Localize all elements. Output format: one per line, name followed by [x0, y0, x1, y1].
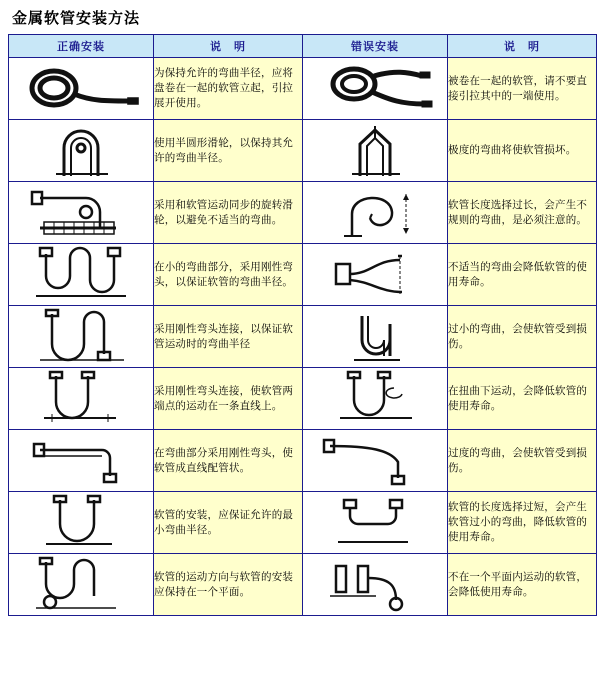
rigid-elbow-straight-line-icon — [9, 368, 154, 430]
header-wrong-desc: 说 明 — [448, 35, 597, 58]
table-body — [9, 58, 597, 616]
synchronized-rotating-pulley-icon — [9, 182, 154, 244]
row-desc: 过小的弯曲，会使软管受到损伤。 — [448, 306, 597, 368]
table-header-row — [9, 35, 597, 58]
header-wrong-install: 错误安装 — [303, 35, 448, 58]
row-desc: 为保持允许的弯曲半径，应将盘卷在一起的软管立起，引拉展开使用。 — [154, 58, 303, 120]
row-desc: 软管的运动方向与软管的安装应保持在一个平面。 — [154, 554, 303, 616]
row-desc: 软管的安装，应保证允许的最小弯曲半径。 — [154, 492, 303, 554]
out-of-plane-movement-icon — [303, 554, 448, 616]
header-correct-desc: 说 明 — [154, 35, 303, 58]
straight-pipe-rigid-elbow-icon — [9, 430, 154, 492]
row-desc: 采用刚性弯头连接，使软管两端点的运动在一条直线上。 — [154, 368, 303, 430]
row-desc: 在小的弯曲部分，采用刚性弯头，以保证软管的弯曲半径。 — [154, 244, 303, 306]
row-desc: 在扭曲下运动，会降低软管的使用寿命。 — [448, 368, 597, 430]
coiled-hose-pulled-icon — [303, 58, 448, 120]
row-desc: 不在一个平面内运动的软管，会降低使用寿命。 — [448, 554, 597, 616]
table-header — [9, 35, 597, 58]
row-desc: 软管的长度选择过短，会产生软管过小的弯曲，降低软管的使用寿命。 — [448, 492, 597, 554]
row-desc: 在弯曲部分采用刚性弯头，使软管成直线配管状。 — [154, 430, 303, 492]
too-small-bend-icon — [303, 306, 448, 368]
row-desc: 软管长度选择过长，会产生不规则的弯曲，是必须注意的。 — [448, 182, 597, 244]
table-row — [9, 368, 597, 430]
table-row — [9, 120, 597, 182]
row-desc: 不适当的弯曲会降低软管的使用寿命。 — [448, 244, 597, 306]
rigid-elbow-connection-icon — [9, 306, 154, 368]
too-long-hose-icon — [303, 492, 448, 554]
excessive-bend-icon — [303, 430, 448, 492]
minimum-bend-radius-icon — [9, 492, 154, 554]
page-title: 金属软管安装方法 — [12, 9, 141, 27]
row-desc: 被卷在一起的软管，请不要直接引拉其中的一端使用。 — [448, 58, 597, 120]
torsion-movement-icon — [303, 368, 448, 430]
row-desc: 过度的弯曲，会使软管受到损伤。 — [448, 430, 597, 492]
table-row — [9, 430, 597, 492]
coiled-hose-vertical-icon — [9, 58, 154, 120]
table-row — [9, 244, 597, 306]
sharp-bend-pulley-icon — [303, 120, 448, 182]
table-row — [9, 182, 597, 244]
improper-bend-icon — [303, 244, 448, 306]
row-desc: 使用半圆形滑轮，以保持其允许的弯曲半径。 — [154, 120, 303, 182]
same-plane-movement-icon — [9, 554, 154, 616]
table-row — [9, 306, 597, 368]
table-row — [9, 58, 597, 120]
header-correct-install: 正确安装 — [9, 35, 154, 58]
table-row — [9, 554, 597, 616]
semicircular-pulley-icon — [9, 120, 154, 182]
rigid-bend-small-radius-icon — [9, 244, 154, 306]
row-desc: 极度的弯曲将使软管损坏。 — [448, 120, 597, 182]
long-hose-irregular-bend-icon — [303, 182, 448, 244]
table-row — [9, 492, 597, 554]
installation-method-table — [8, 34, 597, 616]
row-desc: 采用刚性弯头连接，以保证软管运动时的弯曲半径 — [154, 306, 303, 368]
row-desc: 采用和软管运动同步的旋转滑轮，以避免不适当的弯曲。 — [154, 182, 303, 244]
